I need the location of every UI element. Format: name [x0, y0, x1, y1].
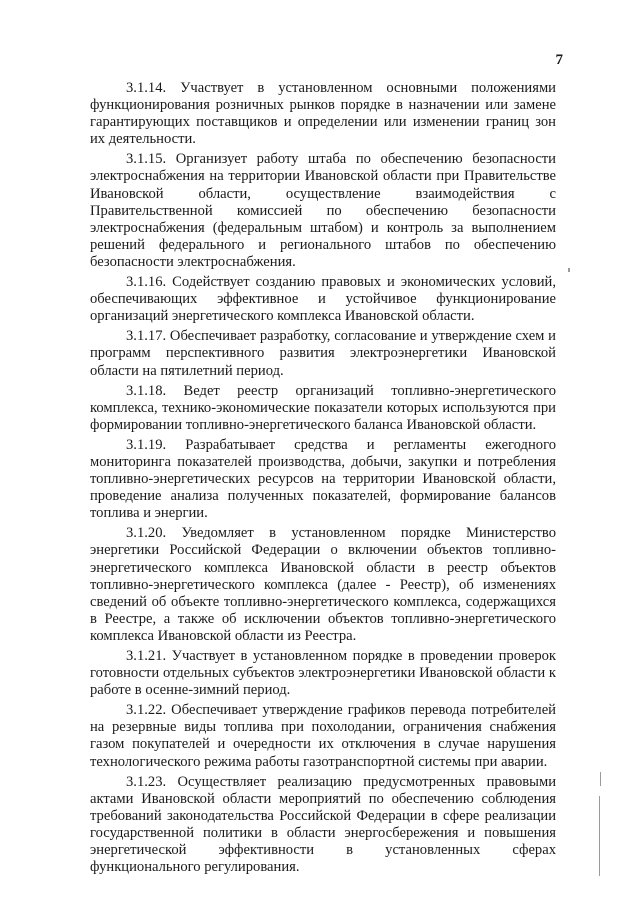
- scan-artifact-line: [599, 796, 600, 876]
- scan-artifact-mark: [568, 268, 570, 272]
- paragraph-3-1-22: 3.1.22. Обеспечивает утверждение графиков перевода потребителей на резервные виды топлива при похолодании, ограничения снабжения газом покупателей и очередности их отключения в случае нарушения технологического режима работы газотранспортной системы при аварии.: [90, 702, 556, 770]
- paragraph-3-1-15: 3.1.15. Организует работу штаба по обеспечению безопасности электроснабжения на территории Ивановской области при Правительстве Ивановской области, осуществление взаимодействия с Правительственной комиссией по обеспечению безопасности электроснабжения (федеральным штабом) и контроль за выполнением решений федерального и регионального штабов по обеспечению безопасности электроснабжения.: [90, 151, 556, 270]
- paragraph-3-1-14: 3.1.14. Участвует в установленном основными положениями функционирования розничных рынков порядке в назначении или замене гарантирующих поставщиков и определении или изменении границ зон их деятельности.: [90, 80, 556, 148]
- paragraph-3-1-17: 3.1.17. Обеспечивает разработку, согласование и утверждение схем и программ перспективного развития электроэнергетики Ивановской области на пятилетний период.: [90, 328, 556, 379]
- page-number: 7: [555, 52, 563, 68]
- paragraph-3-1-23: 3.1.23. Осуществляет реализацию предусмотренных правовыми актами Ивановской области мероприятий по обеспечению соблюдения требований законодательства Российской Федерации в сфере реализации государственной политики в области энергосбережения и повышения энергетической эффективности в установленных сферах функционального регулирования.: [90, 773, 556, 876]
- paragraph-3-1-16: 3.1.16. Содействует созданию правовых и экономических условий, обеспечивающих эффективное и устойчивое функционирование организаций энергетического комплекса Ивановской области.: [90, 274, 556, 325]
- document-body: [90, 80, 556, 879]
- scan-artifact-line: [600, 772, 601, 786]
- paragraph-3-1-19: 3.1.19. Разрабатывает средства и регламенты ежегодного мониторинга показателей производства, добычи, закупки и потребления топливно-энергетических ресурсов на территории Ивановской области, проведение анализа полученных показателей, формирование балансов топлива и энергии.: [90, 436, 556, 522]
- paragraph-3-1-21: 3.1.21. Участвует в установленном порядке в проведении проверок готовности отдельных субъектов электроэнергетики Ивановской области к работе в осенне-зимний период.: [90, 648, 556, 699]
- paragraph-3-1-20: 3.1.20. Уведомляет в установленном порядке Министерство энергетики Российской Федерации о включении объектов топливно-энергетического комплекса Ивановской области в реестр объектов топливно-энергетического комплекса (далее - Реестр), об изменениях сведений об объекте топливно-энергетического комплекса, содержащихся в Реестре, а также об исключении объектов топливно-энергетического комплекса Ивановской области из Реестра.: [90, 525, 556, 644]
- paragraph-3-1-18: 3.1.18. Ведет реестр организаций топливно-энергетического комплекса, технико-экономические показатели которых используются при формировании топливно-энергетического баланса Ивановской области.: [90, 382, 556, 433]
